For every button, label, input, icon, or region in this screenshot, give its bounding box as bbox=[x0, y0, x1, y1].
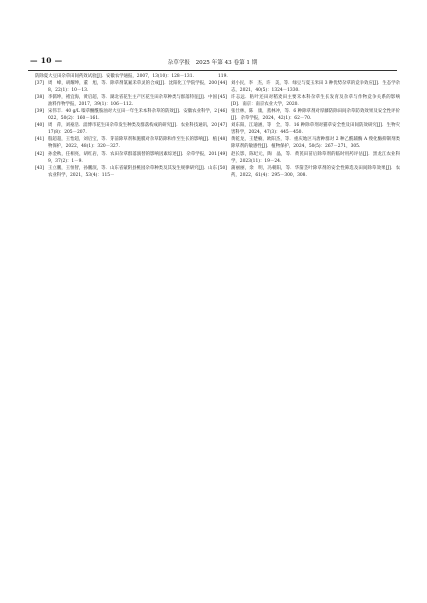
reference-number: [40] bbox=[35, 123, 45, 129]
reference-39 bbox=[35, 108, 217, 122]
reference-number: [48] bbox=[218, 137, 228, 143]
reference-number: [45] bbox=[218, 95, 228, 101]
reference-38 bbox=[35, 94, 217, 108]
reference-number: [44] bbox=[218, 81, 228, 87]
reference-text: 赵长影，陈纪元，陶 晶，等．黄芪田苗后除草剂的临时用药评估[J]．黑龙江农业科学，2023(11)：19－24. bbox=[231, 151, 400, 164]
reference-number: [50] bbox=[218, 165, 228, 171]
reference-text: 119. bbox=[218, 74, 228, 79]
reference-40 bbox=[35, 122, 217, 136]
reference-text: 周 萍，刘豪浩．淄博市花生田杂草发生种类及群落构成的研究[J]．农业科技通讯，2017(8)：205－207. bbox=[48, 123, 217, 136]
reference-continuation bbox=[218, 73, 400, 80]
reference-44 bbox=[218, 80, 400, 94]
reference-text: 宋伟丰．40 g/L 嗪草酮酰胺油对大豆田一年生禾本科杂草的防效[J]．安徽农业科学，2022，50(2)：160－161. bbox=[48, 109, 217, 122]
references-right-column bbox=[218, 73, 400, 179]
reference-47 bbox=[218, 122, 400, 136]
reference-text: 孙金秋，任相亮，胡红岩，等．农田杂草群落演替的影响因素综述[J]．杂草学报，2019，37(2)：1－9. bbox=[48, 151, 217, 164]
reference-text: 李儒坤，褚宜海，黄启超，等．湖北省花生主产区花生田杂草种类与群落特征[J]．中国油料作物学报，2017，39(1)：106－112. bbox=[48, 95, 217, 108]
reference-text: 周 峰，胡耀坤，董 旭，等．除草剂氯氟禾草灵的合成[J]．沈阳化工学院学报，2008，22(1)：10－13. bbox=[48, 81, 217, 94]
reference-text: 殷超超，王怡超，刘启宝，等．芽前除草剂和施膜对杂草防除和作至生长的影响[J]．植物保护，2022，48(1)：320－327. bbox=[48, 137, 217, 150]
reference-text: 蒲丽丽，余 明，冯朝阳，等．华箭茎叶除草剂的安全性筛选及田间除草效果[J]．农药，2022，61(4)：295－300，308. bbox=[231, 165, 400, 178]
reference-42 bbox=[35, 151, 217, 165]
page-number: — 10 — bbox=[30, 56, 63, 65]
reference-37 bbox=[35, 80, 217, 94]
reference-number: [37] bbox=[35, 81, 45, 87]
reference-number: [47] bbox=[218, 123, 228, 129]
reference-number: [41] bbox=[35, 137, 45, 143]
reference-number: [39] bbox=[35, 109, 45, 115]
reference-46 bbox=[218, 108, 400, 122]
reference-text: 许志远．粘叶还田对稻麦田主要禾本科杂草生长发育及杂草与作物竞争关系的影响[D]．南京：南京农业大学，2020. bbox=[231, 95, 400, 108]
reference-text: 张仕林，陈 康，蒸林冲，等．6 种除草剂对厚藤防除田间杂草防效效果及安全性评价[J]．杂草学报，2024，42(1)：62－70. bbox=[231, 109, 400, 122]
reference-number: [46] bbox=[218, 109, 228, 115]
reference-48 bbox=[218, 136, 400, 150]
reference-number: [49] bbox=[218, 151, 228, 157]
reference-45 bbox=[218, 94, 400, 108]
reference-number: [38] bbox=[35, 95, 45, 101]
journal-title: 杂草学报 2025 年第 43 卷第 1 期 bbox=[167, 60, 258, 66]
reference-50 bbox=[218, 165, 400, 179]
reference-continuation bbox=[35, 73, 217, 80]
reference-number: [43] bbox=[35, 165, 45, 171]
reference-text: 刘东阳，江迪涵，等 全，等．16 种除草剂对猫草安全性及田间防效研究[J]．生物灾害科学，2024，47(3)：445－450. bbox=[231, 123, 400, 136]
reference-text: 刘小民，李 杰，许 美，等．绿豆与夏玉米田 3 种优势杂草的竞争效应[J]．生态学杂志，2021，40(5)：1324－1330. bbox=[231, 81, 400, 94]
reference-43 bbox=[35, 165, 217, 179]
reference-text: 防除夏大豆田杂草田间药效试验[J]．安徽农学通报，2007，13(10)：128－131. bbox=[35, 74, 194, 79]
reference-49 bbox=[218, 151, 400, 165]
references-left-column bbox=[35, 73, 217, 179]
reference-number: [42] bbox=[35, 151, 45, 157]
reference-text: 黄乾龙，王楚楠，欧阳杰，等．重庆地区马唐种群对 2 种乙酰辅酶 A 羧化酶抑制剂类除草剂的敏感性[J]．植物保护，2024，50(5)：267－271，305. bbox=[231, 137, 400, 150]
running-header bbox=[28, 58, 397, 71]
reference-41 bbox=[35, 136, 217, 150]
reference-text: 王立鹏，王恒智，孙鹏泯，等．山东省蒙阴县桃园杂草种类及其发生规律研究[J]．山东农业科学，2021，53(4)：115－ bbox=[48, 165, 217, 178]
